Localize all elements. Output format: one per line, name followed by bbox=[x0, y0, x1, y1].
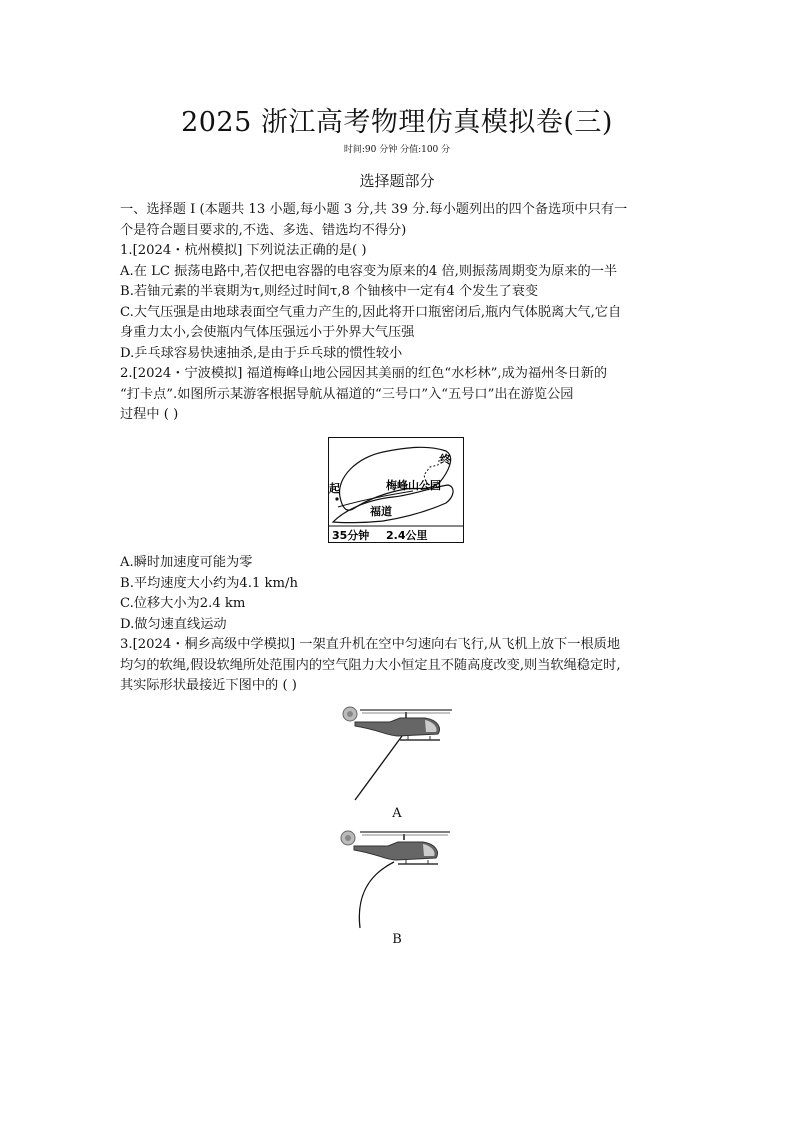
q2-stem-line-1: 2.[2024・宁波模拟] 福道梅峰山地公园因其美丽的红色“水杉林”,成为福州冬日新的 bbox=[120, 366, 608, 381]
map-footer-dist: 2.4公里 bbox=[386, 529, 428, 542]
q2-option-c: C.位移大小为2.4 km bbox=[120, 596, 246, 611]
part-header-line-2: 个是符合题目要求的,不选、多选、错选均不得分) bbox=[120, 222, 407, 238]
q1-stem: 1.[2024・杭州模拟] 下列说法正确的是( ) bbox=[120, 243, 367, 258]
page-subtitle: 时间:90 分钟 分值:100 分 bbox=[343, 145, 451, 155]
question-body bbox=[120, 200, 680, 426]
park-map-figure bbox=[328, 437, 464, 543]
q3-stem-line-1: 3.[2024・桐乡高级中学模拟] 一架直升机在空中匀速向右飞行,从飞机上放下一根质地 bbox=[120, 637, 621, 652]
q2-stem-line-2: “打卡点”.如图所示某游客根据导航从福道的“三号口”入“五号口”出在游览公园 bbox=[120, 386, 574, 402]
figure-a-caption: A bbox=[392, 806, 402, 821]
q1-option-d: D.乒乓球容易快速抽杀,是由于乒乓球的惯性较小 bbox=[120, 345, 403, 361]
q2-stem-line-3: 过程中 ( ) bbox=[120, 407, 179, 422]
map-road-label: 福道 bbox=[370, 505, 392, 518]
q1-option-b: B.若铀元素的半衰期为τ,则经过时间τ,8 个铀核中一定有4 个发生了衰变 bbox=[120, 284, 539, 299]
q1-option-c-cont: 身重力太小,会使瓶内气体压强远小于外界大气压强 bbox=[120, 325, 415, 340]
map-end-label: 终 bbox=[440, 453, 451, 466]
q3-stem-line-3: 其实际形状最接近下图中的 ( ) bbox=[120, 678, 297, 693]
page-title: 2025 浙江高考物理仿真模拟卷(三) bbox=[181, 107, 613, 138]
map-park-label: 梅峰山公园 bbox=[386, 479, 441, 492]
section-heading: 选择题部分 bbox=[359, 172, 435, 190]
q1-option-c: C.大气压强是由地球表面空气重力产生的,因此将开口瓶密闭后,瓶内气体脱离大气,它自 bbox=[120, 304, 622, 320]
figure-b-caption: B bbox=[392, 932, 402, 947]
q2-option-d: D.做匀速直线运动 bbox=[120, 616, 227, 632]
helicopter-figure-b bbox=[330, 822, 460, 932]
q2-option-b: B.平均速度大小约为4.1 km/h bbox=[120, 575, 298, 591]
map-footer-time: 35分钟 bbox=[332, 529, 370, 542]
map-start-label: 起 bbox=[329, 482, 340, 495]
part-header-line-1: 一、选择题 I (本题共 13 小题,每小题 3 分,共 39 分.每小题列出的四个备选项中只有一 bbox=[120, 202, 628, 217]
q2-option-a: A.瞬时加速度可能为零 bbox=[120, 555, 253, 570]
q2-options bbox=[120, 553, 680, 697]
q3-stem-line-2: 均匀的软绳,假设软绳所处范围内的空气阻力大小恒定且不随高度改变,则当软绳稳定时, bbox=[120, 657, 621, 673]
helicopter-figure-a bbox=[330, 702, 460, 802]
q1-option-a: A.在 LC 振荡电路中,若仅把电容器的电容变为原来的4 倍,则振荡周期变为原来的一半 bbox=[120, 263, 618, 279]
